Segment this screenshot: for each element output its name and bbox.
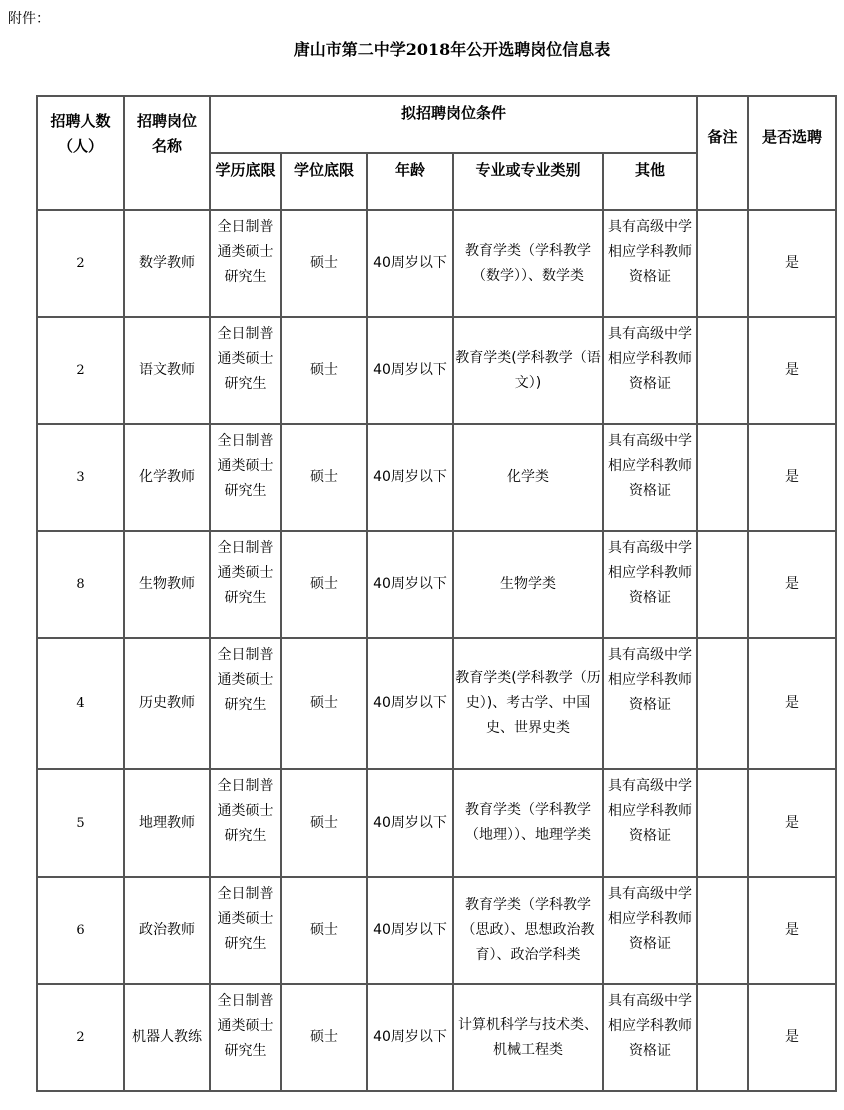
cell-education: 全日制普通类硕士研究生 [210, 877, 281, 984]
cell-age: 40周岁以下 [367, 984, 453, 1091]
cell-degree: 硕士 [281, 638, 367, 769]
cell-degree: 硕士 [281, 317, 367, 424]
cell-remark [697, 210, 748, 317]
cell-age: 40周岁以下 [367, 769, 453, 877]
cell-education: 全日制普通类硕士研究生 [210, 531, 281, 638]
cell-other: 具有高级中学相应学科教师资格证 [603, 877, 697, 984]
cell-major: 生物学类 [453, 531, 603, 638]
table-row [37, 317, 836, 424]
cell-count: 8 [37, 531, 124, 638]
cell-age: 40周岁以下 [367, 210, 453, 317]
cell-degree: 硕士 [281, 531, 367, 638]
cell-degree: 硕士 [281, 984, 367, 1091]
cell-position: 生物教师 [124, 531, 210, 638]
cell-count: 4 [37, 638, 124, 769]
cell-other: 具有高级中学相应学科教师资格证 [603, 424, 697, 531]
table-row [37, 210, 836, 317]
cell-position: 历史教师 [124, 638, 210, 769]
header-other: 其他 [603, 153, 697, 210]
cell-count: 2 [37, 984, 124, 1091]
cell-other: 具有高级中学相应学科教师资格证 [603, 317, 697, 424]
attachment-label: 附件： [8, 11, 50, 27]
header-remark: 备注 [697, 96, 748, 210]
cell-major: 教育学类（学科教学（数学））、数学类 [453, 210, 603, 317]
cell-remark [697, 769, 748, 877]
cell-selected: 是 [748, 424, 836, 531]
cell-count: 5 [37, 769, 124, 877]
cell-selected: 是 [748, 210, 836, 317]
cell-position: 机器人教练 [124, 984, 210, 1091]
cell-count: 2 [37, 317, 124, 424]
cell-education: 全日制普通类硕士研究生 [210, 424, 281, 531]
table-row [37, 984, 836, 1091]
cell-remark [697, 638, 748, 769]
cell-major: 教育学类(学科教学（历史）)、考古学、中国史、世界史类 [453, 638, 603, 769]
header-selected: 是否选聘 [748, 96, 836, 210]
cell-other: 具有高级中学相应学科教师资格证 [603, 984, 697, 1091]
cell-position: 政治教师 [124, 877, 210, 984]
cell-degree: 硕士 [281, 877, 367, 984]
cell-education: 全日制普通类硕士研究生 [210, 984, 281, 1091]
header-count: 招聘人数（人） [37, 96, 124, 210]
cell-position: 语文教师 [124, 317, 210, 424]
header-degree: 学位底限 [281, 153, 367, 210]
cell-education: 全日制普通类硕士研究生 [210, 317, 281, 424]
cell-count: 6 [37, 877, 124, 984]
cell-remark [697, 424, 748, 531]
cell-remark [697, 984, 748, 1091]
table-row [37, 877, 836, 984]
cell-position: 数学教师 [124, 210, 210, 317]
cell-education: 全日制普通类硕士研究生 [210, 769, 281, 877]
cell-other: 具有高级中学相应学科教师资格证 [603, 531, 697, 638]
cell-selected: 是 [748, 984, 836, 1091]
cell-major: 教育学类（学科教学（思政）、思想政治教育）、政治学科类 [453, 877, 603, 984]
cell-age: 40周岁以下 [367, 424, 453, 531]
cell-other: 具有高级中学相应学科教师资格证 [603, 638, 697, 769]
cell-count: 3 [37, 424, 124, 531]
cell-remark [697, 531, 748, 638]
header-major: 专业或专业类别 [453, 153, 603, 210]
cell-selected: 是 [748, 638, 836, 769]
cell-position: 地理教师 [124, 769, 210, 877]
table-row [37, 769, 836, 877]
cell-count: 2 [37, 210, 124, 317]
cell-major: 教育学类（学科教学（地理））、地理学类 [453, 769, 603, 877]
cell-selected: 是 [748, 877, 836, 984]
positions-table [36, 95, 837, 1092]
cell-selected: 是 [748, 317, 836, 424]
table-row [37, 531, 836, 638]
cell-position: 化学教师 [124, 424, 210, 531]
cell-age: 40周岁以下 [367, 877, 453, 984]
header-conditions: 拟招聘岗位条件 [210, 96, 697, 153]
cell-major: 计算机科学与技术类、机械工程类 [453, 984, 603, 1091]
header-education: 学历底限 [210, 153, 281, 210]
page-title: 唐山市第二中学2018年公开选聘岗位信息表 [293, 40, 611, 59]
cell-degree: 硕士 [281, 210, 367, 317]
cell-other: 具有高级中学相应学科教师资格证 [603, 769, 697, 877]
cell-major: 化学类 [453, 424, 603, 531]
cell-age: 40周岁以下 [367, 317, 453, 424]
cell-other: 具有高级中学相应学科教师资格证 [603, 210, 697, 317]
cell-education: 全日制普通类硕士研究生 [210, 210, 281, 317]
cell-selected: 是 [748, 769, 836, 877]
cell-selected: 是 [748, 531, 836, 638]
cell-remark [697, 877, 748, 984]
cell-major: 教育学类(学科教学（语文）) [453, 317, 603, 424]
cell-degree: 硕士 [281, 769, 367, 877]
cell-age: 40周岁以下 [367, 531, 453, 638]
table-row [37, 638, 836, 769]
header-position: 招聘岗位名称 [124, 96, 210, 210]
cell-education: 全日制普通类硕士研究生 [210, 638, 281, 769]
table-row [37, 424, 836, 531]
header-age: 年龄 [367, 153, 453, 210]
cell-age: 40周岁以下 [367, 638, 453, 769]
cell-remark [697, 317, 748, 424]
cell-degree: 硕士 [281, 424, 367, 531]
